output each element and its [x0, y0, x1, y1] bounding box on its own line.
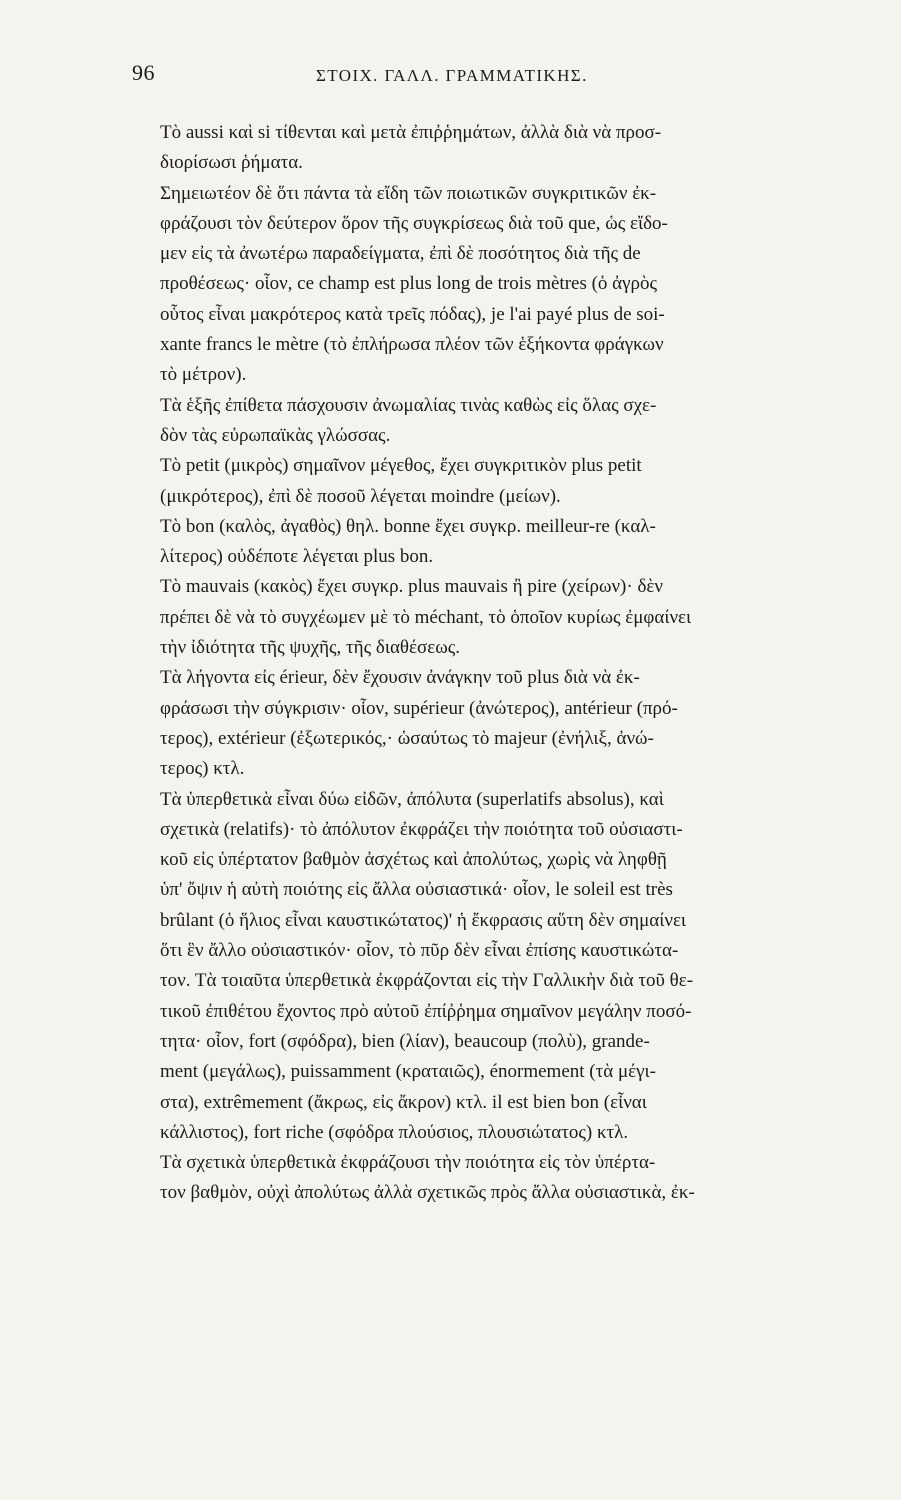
text-line: Τὸ bon (καλὸς, ἀγαθὸς) θηλ. bonne ἔχει συγκρ. meilleur-re (καλ- [160, 515, 656, 537]
text-line: τον. Τὰ τοιαῦτα ὑπερθετικὰ ἐκφράζονται εἰς τὴν Γαλλικὴν διὰ τοῦ θε- [160, 970, 694, 992]
text-line: τερος) κτλ. [160, 758, 245, 780]
text-line: ment (μεγάλως), puissamment (κραταιῶς), énormement (τὰ μέγι- [160, 1061, 656, 1083]
text-line: Τὰ ὑπερθετικὰ εἶναι δύω εἰδῶν, ἀπόλυτα (superlatifs absolus), καὶ [160, 788, 664, 810]
text-line: δὸν τὰς εὐρωπαϊκὰς γλώσσας. [160, 424, 391, 446]
running-title: ΣΤΟΙΧ. ΓΑΛΛ. ΓΡΑΜΜΑΤΙΚΗΣ. [316, 66, 588, 85]
text-line: τερος), extérieur (ἐξωτερικός,· ὡσαύτως τὸ majeur (ἐνήλιξ, ἀνώ- [160, 727, 654, 749]
paragraph [116, 663, 820, 784]
text-line: xante francs le mètre (τὸ ἐπλήρωσα πλέον τῶν ἑξήκοντα φράγκων [160, 334, 664, 356]
text-line: τον βαθμὸν, οὐχὶ ἀπολύτως ἀλλὰ σχετικῶς πρὸς ἄλλα οὐσιαστικὰ, ἐκ- [160, 1182, 695, 1204]
text-line: τὸ μέτρον). [160, 364, 247, 386]
text-line: Σημειωτέον δὲ ὅτι πάντα τὰ εἴδη τῶν ποιωτικῶν συγκριτικῶν ἐκ- [160, 182, 657, 204]
text-line: τικοῦ ἐπιθέτου ἔχοντος πρὸ αὐτοῦ ἐπίῤῥημα σημαῖνον μεγάλην ποσό- [160, 1000, 692, 1022]
body-text [116, 118, 820, 1209]
paragraph [116, 391, 820, 452]
text-line: ὑπ' ὄψιν ἡ αὐτὴ ποιότης εἰς ἄλλα οὐσιαστικά· οἷον, le soleil est très [160, 879, 673, 901]
text-line: οὗτος εἶναι μακρότερος κατὰ τρεῖς πόδας), je l'ai payé plus de soi- [160, 303, 665, 325]
text-line: διορίσωσι ῥήματα. [160, 152, 303, 174]
text-line: Τὸ aussi καὶ si τίθενται καὶ μετὰ ἐπιῤῥημάτων, ἀλλὰ διὰ νὰ προσ- [160, 122, 662, 143]
paragraph [116, 512, 820, 573]
paragraph [116, 1148, 820, 1209]
text-line: Τὸ petit (μικρὸς) σημαῖνον μέγεθος, ἔχει συγκριτικὸν plus petit [160, 455, 642, 477]
text-line: τὴν ἰδιότητα τῆς ψυχῆς, τῆς διαθέσεως. [160, 637, 460, 659]
text-line: σχετικὰ (relatifs)· τὸ ἀπόλυτον ἐκφράζει τὴν ποιότητα τοῦ οὐσιαστι- [160, 818, 683, 840]
text-line: μεν εἰς τὰ ἀνωτέρω παραδείγματα, ἐπὶ δὲ ποσότητος διὰ τῆς de [160, 243, 641, 265]
text-line: Τὰ ἑξῆς ἐπίθετα πάσχουσιν ἀνωμαλίας τινὰς καθὼς εἰς ὅλας σχε- [160, 394, 657, 416]
text-line: (μικρότερος), ἐπὶ δὲ ποσοῦ λέγεται moindre (μείων). [160, 485, 561, 507]
text-line: brûlant (ὁ ἥλιος εἶναι καυστικώτατος)' ἡ ἔκφρασις αὕτη δὲν σημαίνει [160, 909, 687, 931]
text-line: κάλλιστος), fort riche (σφόδρα πλούσιος, πλουσιώτατος) κτλ. [160, 1121, 629, 1143]
paragraph [116, 451, 820, 512]
text-line: φράσωσι τὴν σύγκρισιν· οἷον, supérieur (ἀνώτερος), antérieur (πρό- [160, 697, 678, 719]
paragraph [116, 179, 820, 391]
page-number: 96 [132, 60, 155, 85]
page-header [128, 60, 808, 100]
text-line: Τὰ λήγοντα εἰς érieur, δὲν ἔχουσιν ἀνάγκην τοῦ plus διὰ νὰ ἐκ- [160, 667, 640, 689]
text-line: ὅτι ἓν ἄλλο οὐσιαστικόν· οἷον, τὸ πῦρ δὲν εἶναι ἐπίσης καυστικώτα- [160, 940, 679, 962]
text-line: φράζουσι τὸν δεύτερον ὅρον τῆς συγκρίσεως διὰ τοῦ que, ὡς εἴδο- [160, 212, 668, 234]
text-line: λίτερος) οὐδέποτε λέγεται plus bon. [160, 546, 434, 568]
text-line: τητα· οἷον, fort (σφόδρα), bien (λίαν), beaucoup (πολὺ), grande- [160, 1030, 650, 1052]
paragraph [116, 785, 820, 1149]
paragraph [116, 118, 820, 179]
text-line: στα), extrêmement (ἄκρως, εἰς ἄκρον) κτλ. il est bien bon (εἶναι [160, 1091, 647, 1113]
text-line: κοῦ εἰς ὑπέρτατον βαθμὸν ἀσχέτως καὶ ἀπολύτως, χωρὶς νὰ ληφθῇ [160, 849, 667, 871]
text-line: Τὰ σχετικὰ ὑπερθετικὰ ἐκφράζουσι τὴν ποιότητα εἰς τὸν ὑπέρτα- [160, 1152, 656, 1174]
text-line: Τὸ mauvais (κακὸς) ἔχει συγκρ. plus mauvais ἢ pire (χείρων)· δὲν [160, 576, 663, 598]
text-line: προθέσεως· οἷον, ce champ est plus long de trois mètres (ὁ ἀγρὸς [160, 273, 658, 295]
text-line: πρέπει δὲ νὰ τὸ συγχέωμεν μὲ τὸ méchant, τὸ ὁποῖον κυρίως ἐμφαίνει [160, 606, 692, 628]
paragraph [116, 572, 820, 663]
